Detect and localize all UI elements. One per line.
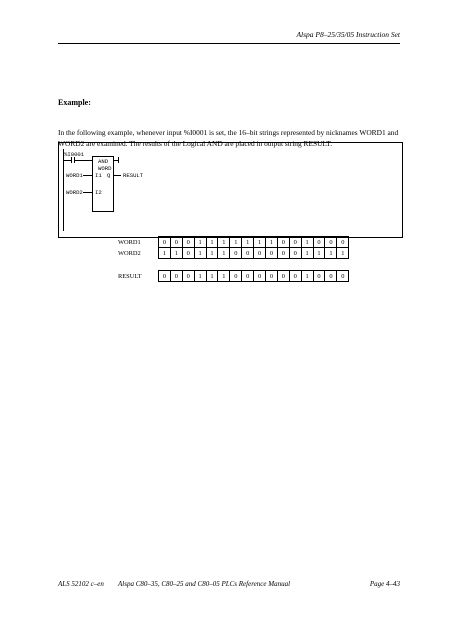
bit-cell: 0 (337, 271, 349, 282)
page-header-title: Alspa P8–25/35/05 Instruction Set (296, 30, 400, 39)
pin-i1: I1 (95, 172, 102, 179)
bit-cell: 0 (170, 271, 182, 282)
input2-label: WORD2 (66, 189, 83, 196)
bit-cell: 1 (301, 271, 313, 282)
footer-doc-code: ALS 52102 c–en (58, 580, 104, 588)
bit-cell: 0 (170, 237, 182, 248)
bit-cell: 1 (254, 237, 266, 248)
bit-table (118, 236, 349, 282)
bit-cell: 0 (266, 248, 278, 259)
bit-cell: 1 (218, 237, 230, 248)
example-heading: Example: (58, 98, 91, 107)
contact-wire-in (63, 160, 71, 161)
row-label: RESULT (118, 272, 142, 280)
bit-cell: 1 (337, 248, 349, 259)
bit-cell: 0 (182, 271, 194, 282)
bit-cell: 0 (182, 237, 194, 248)
output-wire (114, 175, 121, 176)
bit-cell: 0 (289, 237, 301, 248)
power-rail (63, 149, 64, 231)
table-spacer (118, 259, 349, 271)
bit-cell: 0 (313, 237, 325, 248)
bit-cell: 0 (325, 237, 337, 248)
bit-cell: 1 (230, 237, 242, 248)
input1-label: WORD1 (66, 172, 83, 179)
contact-symbol-left (71, 157, 72, 163)
pin-q: Q (107, 172, 111, 179)
bit-cell: 0 (254, 271, 266, 282)
bit-cell: 0 (242, 248, 254, 259)
bit-cell: 0 (277, 271, 289, 282)
function-name-line1: AND (98, 158, 109, 165)
bit-cell: 1 (159, 248, 171, 259)
bit-cell: 0 (289, 248, 301, 259)
bit-cell: 1 (301, 237, 313, 248)
bit-cell: 1 (218, 271, 230, 282)
ladder-diagram (58, 142, 403, 238)
bit-cell: 0 (325, 271, 337, 282)
bit-cell: 0 (337, 237, 349, 248)
function-name-line2: WORD (98, 164, 112, 172)
bit-cell: 1 (206, 271, 218, 282)
bit-cell: 1 (194, 271, 206, 282)
example-paragraph: In the following example, whenever input %I0001 is set, the 16–bit strings represented by nicknames WORD1 and WORD2 are examined. The results of the Logical AND are placed in output string RESULT. (58, 128, 399, 148)
bit-cell: 0 (242, 271, 254, 282)
bit-cell: 1 (194, 248, 206, 259)
input1-wire (83, 175, 92, 176)
table-row (118, 271, 349, 282)
bit-cell: 1 (266, 237, 278, 248)
bit-cell: 1 (206, 248, 218, 259)
bit-cell: 0 (313, 271, 325, 282)
table-row (118, 237, 349, 248)
row-label: WORD2 (118, 249, 141, 257)
bit-cell: 1 (206, 237, 218, 248)
bit-cell: 0 (159, 271, 171, 282)
input2-wire (83, 192, 92, 193)
bit-cell: 0 (159, 237, 171, 248)
bit-cell: 0 (182, 248, 194, 259)
output-label: RESULT (123, 172, 144, 179)
bit-cell: 1 (242, 237, 254, 248)
bit-cell: 1 (194, 237, 206, 248)
bit-cell: 0 (289, 271, 301, 282)
bit-cell: 0 (230, 271, 242, 282)
function-block-name (98, 159, 111, 172)
bit-cell: 1 (325, 248, 337, 259)
enable-output-end (118, 157, 119, 163)
footer-page-number: Page 4–43 (369, 580, 400, 588)
contact-wire-out (74, 160, 92, 161)
bit-cell: 0 (230, 248, 242, 259)
pin-i2: I2 (95, 189, 102, 196)
bit-cell: 1 (301, 248, 313, 259)
contact-label: %I0001 (64, 151, 85, 158)
bit-cell: 1 (218, 248, 230, 259)
bit-cell: 1 (313, 248, 325, 259)
bit-cell: 1 (170, 248, 182, 259)
bit-cell: 0 (277, 237, 289, 248)
header-divider (58, 43, 400, 44)
bit-cell: 0 (266, 271, 278, 282)
footer-manual-title: Alspa C80–35, C80–25 and C80–05 PLCs Reference Manual (118, 580, 291, 588)
table-row (118, 248, 349, 259)
bit-cell: 0 (254, 248, 266, 259)
bit-cell: 0 (277, 248, 289, 259)
row-label: WORD1 (118, 238, 141, 246)
